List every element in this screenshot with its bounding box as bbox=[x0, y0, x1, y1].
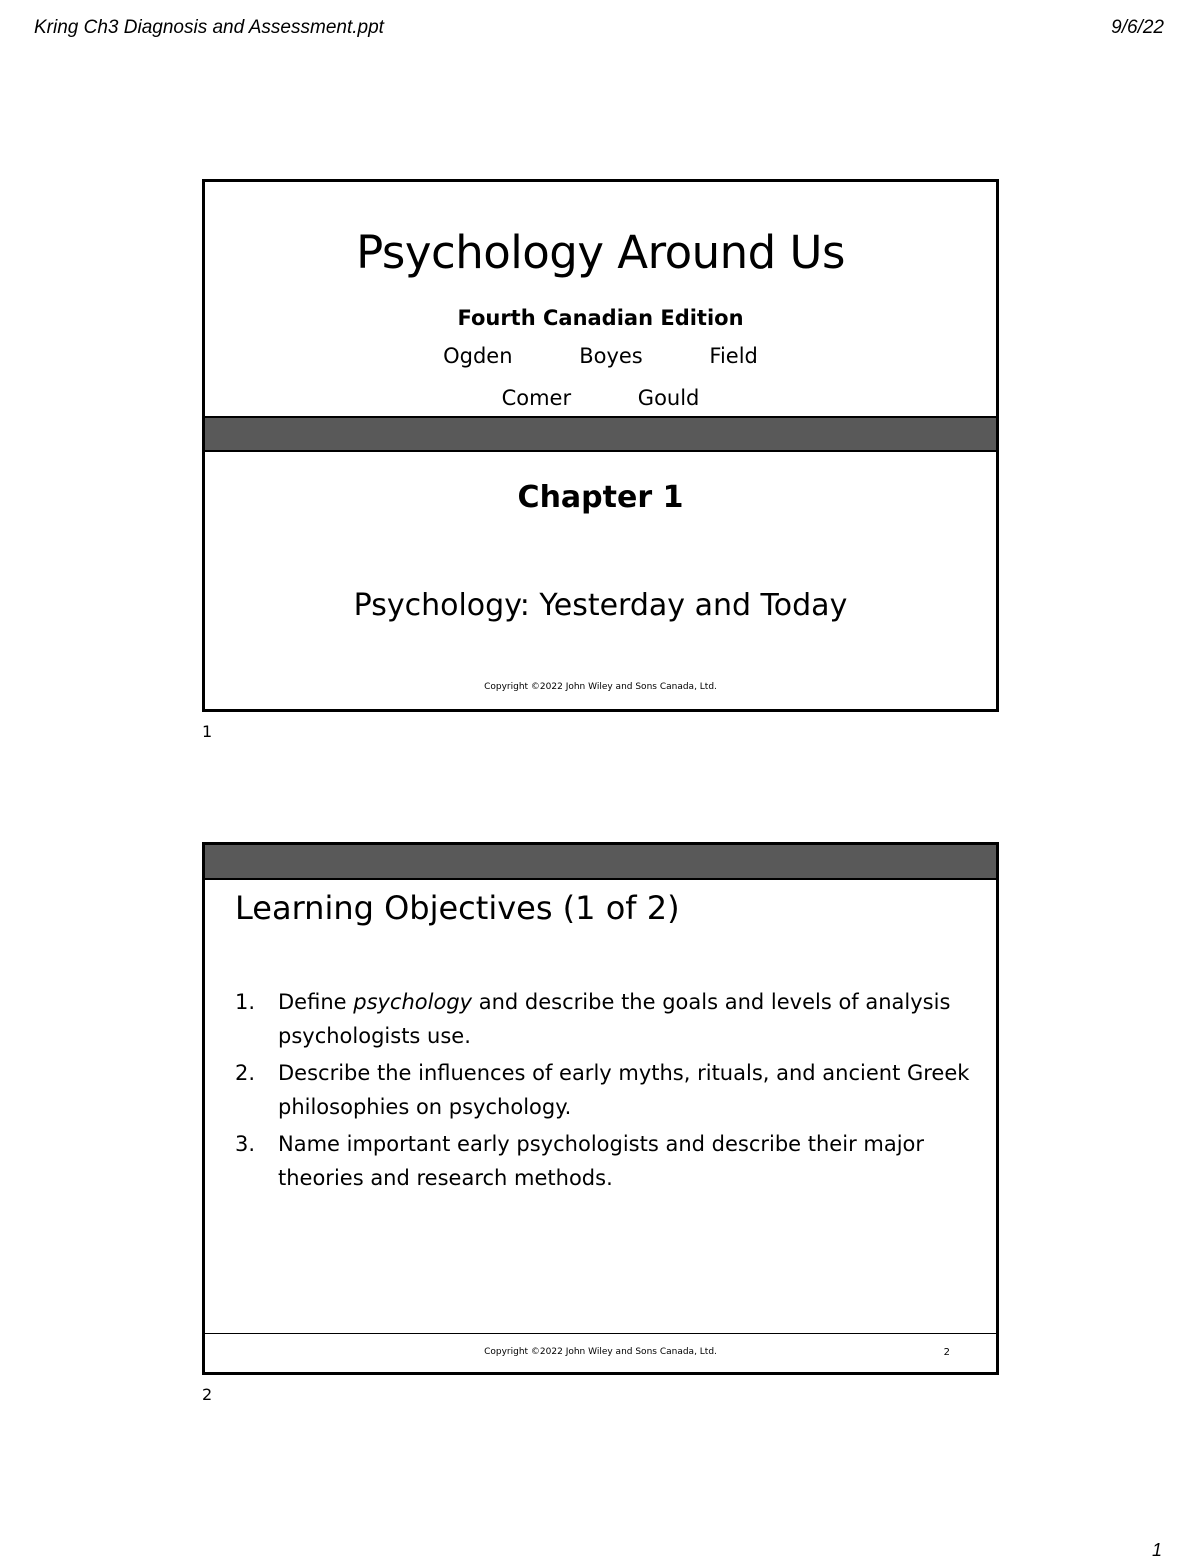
footer-divider bbox=[205, 1333, 996, 1334]
copyright-notice: Copyright ©2022 John Wiley and Sons Canada, Ltd. bbox=[484, 1347, 717, 1357]
slide-1 bbox=[202, 179, 999, 712]
authors-row-1 bbox=[205, 344, 996, 368]
objectives-list bbox=[235, 985, 975, 1198]
list-item bbox=[235, 1127, 975, 1195]
author-name: Gould bbox=[637, 386, 700, 410]
list-item bbox=[235, 1056, 975, 1124]
copyright-notice: Copyright ©2022 John Wiley and Sons Canada, Ltd. bbox=[484, 682, 717, 692]
authors-row-2 bbox=[205, 386, 996, 410]
chapter-heading: Chapter 1 bbox=[517, 480, 684, 515]
emphasized-term: psychology bbox=[353, 990, 473, 1014]
print-date: 9/6/22 bbox=[1111, 17, 1164, 38]
objective-text-end: and describe the goals and levels of analysis psychologists use. bbox=[278, 990, 951, 1048]
chapter-subtitle: Psychology: Yesterday and Today bbox=[353, 588, 848, 623]
slide-label: 1 bbox=[202, 722, 213, 741]
edition-label: Fourth Canadian Edition bbox=[457, 306, 744, 330]
author-name: Boyes bbox=[579, 344, 643, 368]
list-number: 3. bbox=[235, 1132, 256, 1156]
list-number: 2. bbox=[235, 1061, 256, 1085]
header-band bbox=[205, 845, 996, 880]
objective-text: Name important early psychologists and describe their major theories and research methods. bbox=[278, 1132, 925, 1190]
author-name: Ogden bbox=[443, 344, 513, 368]
page-number: 1 bbox=[1151, 1540, 1162, 1560]
author-name: Field bbox=[709, 344, 758, 368]
divider-band bbox=[205, 416, 996, 452]
document-title: Kring Ch3 Diagnosis and Assessment.ppt bbox=[34, 17, 384, 38]
objective-text-start: Define bbox=[278, 990, 354, 1014]
slide-2 bbox=[202, 842, 999, 1375]
list-item bbox=[235, 985, 975, 1053]
objective-text: Describe the influences of early myths, rituals, and ancient Greek philosophies on psychology. bbox=[278, 1061, 970, 1119]
slide-label: 2 bbox=[202, 1385, 213, 1404]
slide-number: 2 bbox=[943, 1347, 950, 1358]
slide-title: Learning Objectives (1 of 2) bbox=[235, 889, 680, 927]
list-number: 1. bbox=[235, 990, 256, 1014]
author-name: Comer bbox=[501, 386, 572, 410]
book-title: Psychology Around Us bbox=[356, 226, 845, 279]
